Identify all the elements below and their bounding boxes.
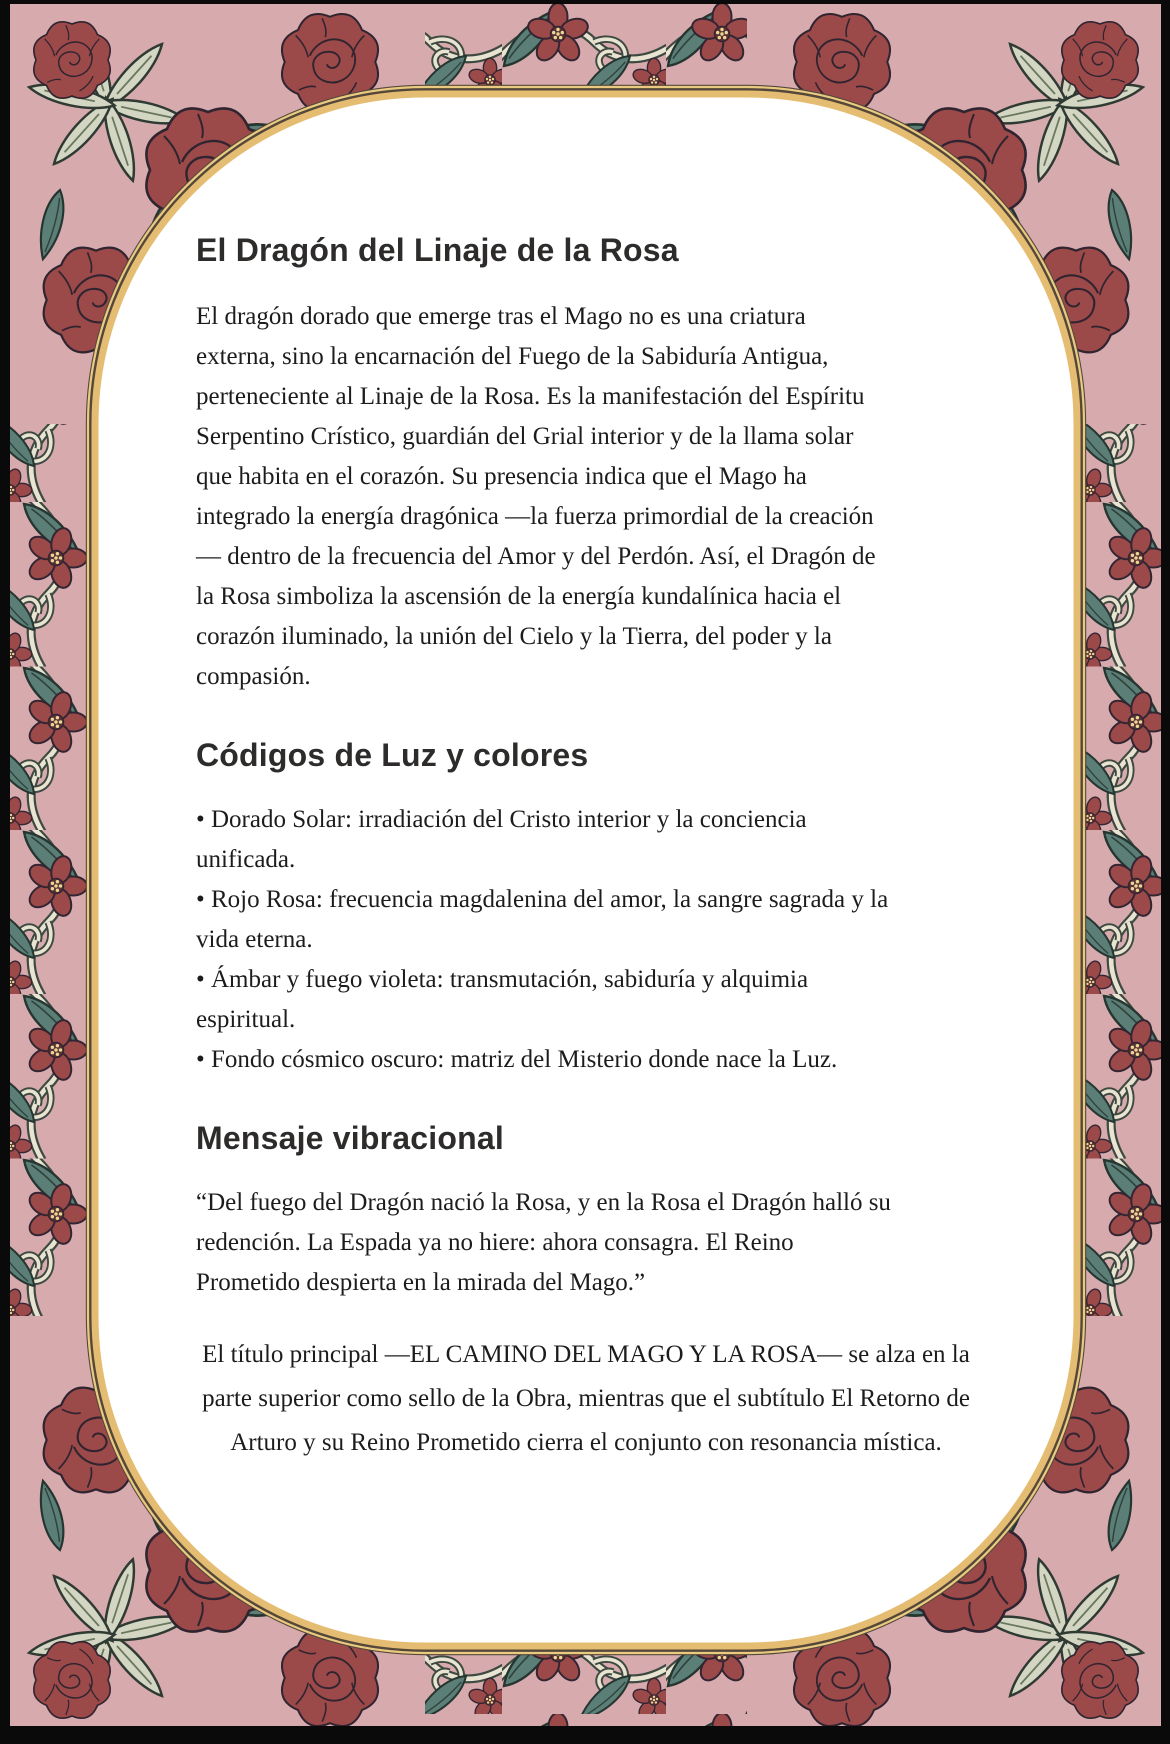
closing-paragraph: El título principal —EL CAMINO DEL MAGO Y LA ROSA— se alza en la parte superior como sello de la Obra, mientras que el subtítulo El Retorno de Arturo y su Reino Prometido cierra el conjunto con resonancia mística. <box>202 1341 970 1456</box>
bullet-list <box>196 800 891 1080</box>
paragraph-dragon: El dragón dorado que emerge tras el Mago no es una criatura externa, sino la encarnación del Fuego de la Sabiduría Antigua, perteneciente al Linaje de la Rosa. Es la manifestación del Espíritu Serpentino Crístico, guardián del Grial interior y de la llama solar que habita en el corazón. Su presencia indica que el Mago ha integrado la energía dragónica —la fuerza primordial de la creación— dentro de la frecuencia del Amor y del Perdón. Así, el Dragón de la Rosa simboliza la ascensión de la energía kundalínica hacia el corazón iluminado, la unión del Cielo y la Tierra, del poder y la compasión. <box>196 303 876 690</box>
content-panel <box>95 94 1077 1646</box>
bullet-dorado-solar: • Dorado Solar: irradiación del Cristo interior y la conciencia unificada. <box>196 806 807 873</box>
bullet-fondo-cosmico: • Fondo cósmico oscuro: matriz del Misterio donde nace la Luz. <box>196 1046 838 1073</box>
section-heading-codigos: Códigos de Luz y colores <box>196 737 589 773</box>
bullet-ambar-violeta: • Ámbar y fuego violeta: transmutación, sabiduría y alquimia espiritual. <box>196 966 809 1033</box>
section-heading-dragon: El Dragón del Linaje de la Rosa <box>196 232 679 268</box>
section-heading-mensaje: Mensaje vibracional <box>196 1120 504 1156</box>
bullet-rojo-rosa: • Rojo Rosa: frecuencia magdalenina del amor, la sangre sagrada y la vida eterna. <box>196 886 889 953</box>
paragraph-quote: “Del fuego del Dragón nació la Rosa, y en la Rosa el Dragón halló su redención. La Espada ya no hiere: ahora consagra. El Reino Prometido despierta en la mirada del Mago.” <box>196 1189 891 1296</box>
text-column <box>95 94 1077 1303</box>
